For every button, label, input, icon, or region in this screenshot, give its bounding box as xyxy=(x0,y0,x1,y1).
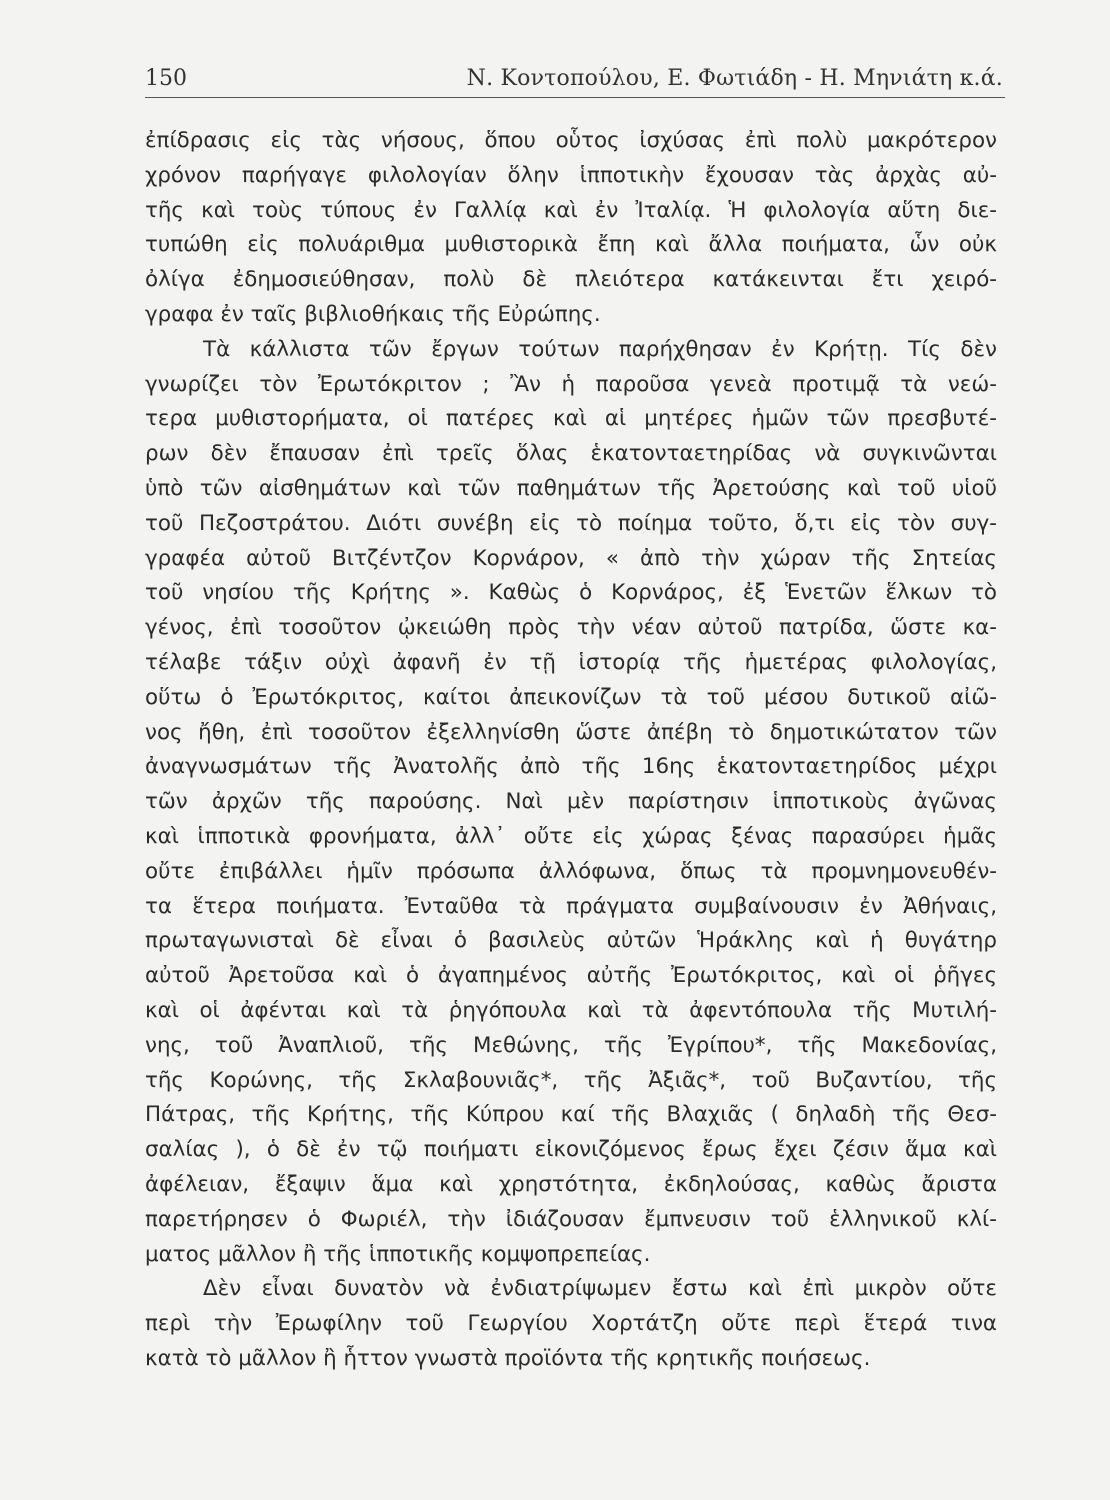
text-line: ἀναγνωσμάτων τῆς Ἀνατολῆς ἀπὸ τῆς 16ης ἑκατονταετηρίδος μέχρι xyxy=(145,754,997,780)
text-line: πρωταγωνισταὶ δὲ εἶναι ὁ βασιλεὺς αὐτῶν Ἡράκλης καὶ ἡ θυγάτηρ xyxy=(145,928,997,954)
text-line: οὕτω ὁ Ἐρωτόκριτος, καίτοι ἀπεικονίζων τὰ τοῦ μέσου δυτικοῦ αἰῶ- xyxy=(145,684,997,710)
text-line: καὶ ἱπποτικὰ φρονήματα, ἀλλ᾽ οὔτε εἰς χώρας ξένας παρασύρει ἡμᾶς xyxy=(145,823,997,849)
text-line: γνωρίζει τὸν Ἐρωτόκριτον ; Ἂν ἡ παροῦσα γενεὰ προτιμᾷ τὰ νεώ- xyxy=(145,371,997,397)
text-line: ρων δὲν ἔπαυσαν ἐπὶ τρεῖς ὅλας ἑκατονταετηρίδας νὰ συγκινῶνται xyxy=(145,441,997,467)
text-line: ματος μᾶλλον ἢ τῆς ἱπποτικῆς κομψοπρεπείας. xyxy=(145,1241,651,1267)
text-line: ἀφέλειαν, ἔξαψιν ἅμα καὶ χρηστότητα, ἐκδηλούσας, καθὼς ἄριστα xyxy=(145,1171,997,1197)
paragraph-start-line: Τὰ κάλλιστα τῶν ἔργων τούτων παρήχθησαν ἐν Κρήτῃ. Τίς δὲν xyxy=(203,336,997,362)
text-line: Πάτρας, τῆς Κρήτης, τῆς Κύπρου καί τῆς Βλαχιᾶς ( δηλαδὴ τῆς Θεσ- xyxy=(145,1102,997,1128)
text-line: τερα μυθιστορήματα, οἱ πατέρες καὶ αἱ μητέρες ἡμῶν τῶν πρεσβυτέ- xyxy=(145,406,997,432)
text-line: χρόνον παρήγαγε φιλολογίαν ὅλην ἱπποτικὴν ἔχουσαν τὰς ἀρχὰς αὐ- xyxy=(145,162,997,188)
text-line: τῶν ἀρχῶν τῆς παρούσης. Ναὶ μὲν παρίστησιν ἱπποτικοὺς ἀγῶνας xyxy=(145,789,997,815)
page-number: 150 xyxy=(145,66,187,91)
text-line: τῆς Κορώνης, τῆς Σκλαβουνιᾶς*, τῆς Ἀξιᾶς*, τοῦ Βυζαντίου, τῆς xyxy=(145,1067,997,1093)
text-line: ἐπίδρασις εἰς τὰς νήσους, ὅπου οὗτος ἰσχύσας ἐπὶ πολὺ μακρότερον xyxy=(145,128,997,153)
text-line: ὑπὸ τῶν αἰσθημάτων καὶ τῶν παθημάτων τῆς Ἀρετούσης καὶ τοῦ υἱοῦ xyxy=(145,475,997,501)
text-line: ὀλίγα ἐδημοσιεύθησαν, πολὺ δὲ πλειότερα κατάκεινται ἔτι χειρό- xyxy=(145,267,997,293)
text-line: τυπώθη εἰς πολυάριθμα μυθιστορικὰ ἔπη καὶ ἄλλα ποιήματα, ὧν οὐκ xyxy=(145,232,997,258)
running-title: Ν. Κοντοπούλου, Ε. Φωτιάδη - Η. Μηνιάτη κ.ά. xyxy=(466,66,1003,91)
text-line: τοῦ Πεζοστράτου. Διότι συνέβη εἰς τὸ ποίημα τοῦτο, ὅ,τι εἰς τὸν συγ- xyxy=(145,510,997,536)
text-line: τοῦ νησίου τῆς Κρήτης ». Καθὼς ὁ Κορνάρος, ἐξ Ἑνετῶν ἕλκων τὸ xyxy=(145,580,997,606)
text-line: οὔτε ἐπιβάλλει ἡμῖν πρόσωπα ἀλλόφωνα, ὅπως τὰ προμνημονευθέν- xyxy=(145,858,997,884)
text-line: γένος, ἐπὶ τοσοῦτον ᾠκειώθη πρὸς τὴν νέαν αὐτοῦ πατρίδα, ὥστε κα- xyxy=(145,615,997,641)
text-line: κατὰ τὸ μᾶλλον ἢ ἧττον γνωστὰ προϊόντα τῆς κρητικῆς ποιήσεως. xyxy=(145,1345,871,1371)
text-line: τῆς καὶ τοὺς τύπους ἐν Γαλλίᾳ καὶ ἐν Ἰταλίᾳ. Ἡ φιλολογία αὕτη διε- xyxy=(145,197,997,223)
text-line: νος ἤθη, ἐπὶ τοσοῦτον ἐξελληνίσθη ὥστε ἀπέβη τὸ δημοτικώτατον τῶν xyxy=(145,719,997,745)
text-line: σαλίας ), ὁ δὲ ἐν τῷ ποιήματι εἰκονιζόμενος ἔρως ἔχει ζέσιν ἅμα καὶ xyxy=(145,1137,997,1163)
text-line: νης, τοῦ Ἀναπλιοῦ, τῆς Μεθώνης, τῆς Ἐγρίπου*, τῆς Μακεδονίας, xyxy=(145,1032,997,1058)
text-line: γραφα ἐν ταῖς βιβλιοθήκαις τῆς Εὐρώπης. xyxy=(145,301,601,327)
text-line: παρετήρησεν ὁ Φωριέλ, τὴν ἰδιάζουσαν ἔμπνευσιν τοῦ ἑλληνικοῦ κλί- xyxy=(145,1206,997,1232)
body-text xyxy=(145,124,997,1377)
text-line: περὶ τὴν Ἐρωφίλην τοῦ Γεωργίου Χορτάτζη οὔτε περὶ ἕτερά τινα xyxy=(145,1311,997,1337)
header-rule xyxy=(145,97,1005,98)
paragraph-start-line: Δὲν εἶναι δυνατὸν νὰ ἐνδιατρίψωμεν ἔστω καὶ ἐπὶ μικρὸν οὔτε xyxy=(203,1276,997,1302)
text-line: γραφέα αὐτοῦ Βιτζέντζον Κορνάρον, « ἀπὸ τὴν χώραν τῆς Σητείας xyxy=(145,545,997,571)
text-line: αὐτοῦ Ἀρετοῦσα καὶ ὁ ἀγαπημένος αὐτῆς Ἐρωτόκριτος, καὶ οἱ ῥῆγες xyxy=(145,963,997,989)
text-line: τέλαβε τάξιν οὐχὶ ἀφανῆ ἐν τῇ ἱστορίᾳ τῆς ἡμετέρας φιλολογίας, xyxy=(145,649,997,675)
page-header xyxy=(145,60,1005,100)
text-line: καὶ οἱ ἀφένται καὶ τὰ ῥηγόπουλα καὶ τὰ ἀφεντόπουλα τῆς Μυτιλή- xyxy=(145,997,997,1023)
text-line: τα ἕτερα ποιήματα. Ἐνταῦθα τὰ πράγματα συμβαίνουσιν ἐν Ἀθήναις, xyxy=(145,893,997,919)
